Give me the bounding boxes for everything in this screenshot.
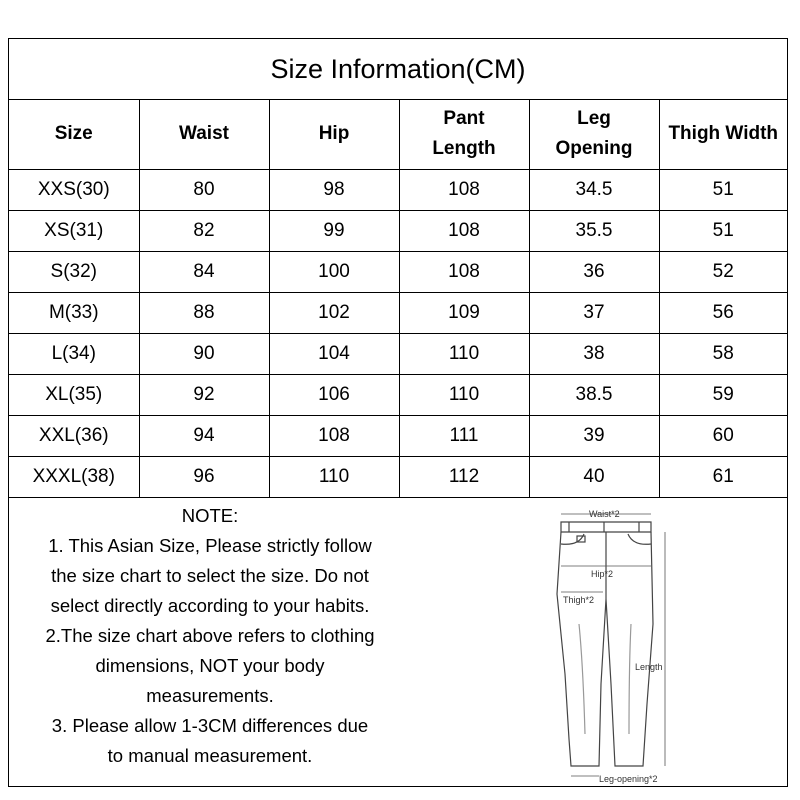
table-row — [9, 293, 787, 334]
table-cell: 106 — [269, 375, 399, 416]
table-cell: 61 — [659, 457, 787, 498]
table-cell: 100 — [269, 252, 399, 293]
table-cell: 37 — [529, 293, 659, 334]
table-cell: 104 — [269, 334, 399, 375]
table-cell: 56 — [659, 293, 787, 334]
column-header: Pant Length — [399, 99, 529, 170]
table-cell: 34.5 — [529, 170, 659, 211]
table-cell: 108 — [399, 170, 529, 211]
table-header-row — [9, 99, 787, 170]
table-cell: 38 — [529, 334, 659, 375]
notes-section — [9, 496, 411, 786]
table-row — [9, 170, 787, 211]
table-cell: 108 — [269, 416, 399, 457]
table-cell: 84 — [139, 252, 269, 293]
column-header: Waist — [139, 99, 269, 170]
diagram-waist-label: Waist*2 — [589, 509, 620, 519]
table-row — [9, 211, 787, 252]
table-cell: 40 — [529, 457, 659, 498]
diagram-hip-label: Hip*2 — [591, 569, 614, 579]
note-item-1: 1. This Asian Size, Please strictly follow the size chart to select the size. Do not select directly according to your habits. — [48, 535, 372, 616]
table-row — [9, 457, 787, 498]
table-cell: 60 — [659, 416, 787, 457]
table-cell: 59 — [659, 375, 787, 416]
table-row — [9, 375, 787, 416]
pants-diagram — [539, 504, 739, 784]
table-cell: 51 — [659, 211, 787, 252]
chart-title: Size Information(CM) — [9, 39, 787, 100]
table-cell: 108 — [399, 252, 529, 293]
pants-outline — [557, 522, 653, 766]
notes-heading: NOTE: — [181, 505, 239, 526]
table-cell: 39 — [529, 416, 659, 457]
table-cell: 51 — [659, 170, 787, 211]
table-cell: 102 — [269, 293, 399, 334]
table-cell: 111 — [399, 416, 529, 457]
table-cell: 82 — [139, 211, 269, 252]
table-cell: 99 — [269, 211, 399, 252]
table-row — [9, 252, 787, 293]
diagram-leg-opening-label: Leg-opening*2 — [599, 774, 658, 784]
note-item-3: 3. Please allow 1-3CM differences due to manual measurement. — [51, 715, 369, 766]
table-row — [9, 416, 787, 457]
table-cell: 108 — [399, 211, 529, 252]
table-cell: 110 — [399, 375, 529, 416]
table-cell: XL(35) — [9, 375, 139, 416]
table-cell: 38.5 — [529, 375, 659, 416]
table-cell: XXXL(38) — [9, 457, 139, 498]
diagram-thigh-label: Thigh*2 — [563, 595, 595, 605]
column-header: Leg Opening — [529, 99, 659, 170]
table-cell: XXS(30) — [9, 170, 139, 211]
size-table — [9, 99, 787, 498]
column-header: Size — [9, 99, 139, 170]
column-header: Thigh Width — [659, 99, 787, 170]
table-body — [9, 170, 787, 498]
table-cell: 96 — [139, 457, 269, 498]
table-cell: S(32) — [9, 252, 139, 293]
table-cell: 35.5 — [529, 211, 659, 252]
table-cell: 88 — [139, 293, 269, 334]
table-row — [9, 334, 787, 375]
table-cell: 98 — [269, 170, 399, 211]
table-cell: 92 — [139, 375, 269, 416]
table-cell: 94 — [139, 416, 269, 457]
column-header: Hip — [269, 99, 399, 170]
table-cell: XS(31) — [9, 211, 139, 252]
note-item-2: 2.The size chart above refers to clothing dimensions, NOT your body measurements. — [45, 625, 375, 706]
table-cell: XXL(36) — [9, 416, 139, 457]
table-cell: 52 — [659, 252, 787, 293]
diagram-length-label: Length — [635, 662, 663, 672]
table-cell: 109 — [399, 293, 529, 334]
table-cell: 112 — [399, 457, 529, 498]
size-chart — [8, 38, 788, 787]
table-cell: 90 — [139, 334, 269, 375]
table-cell: 58 — [659, 334, 787, 375]
table-cell: 80 — [139, 170, 269, 211]
table-cell: L(34) — [9, 334, 139, 375]
table-cell: M(33) — [9, 293, 139, 334]
table-cell: 36 — [529, 252, 659, 293]
table-cell: 110 — [399, 334, 529, 375]
table-cell: 110 — [269, 457, 399, 498]
